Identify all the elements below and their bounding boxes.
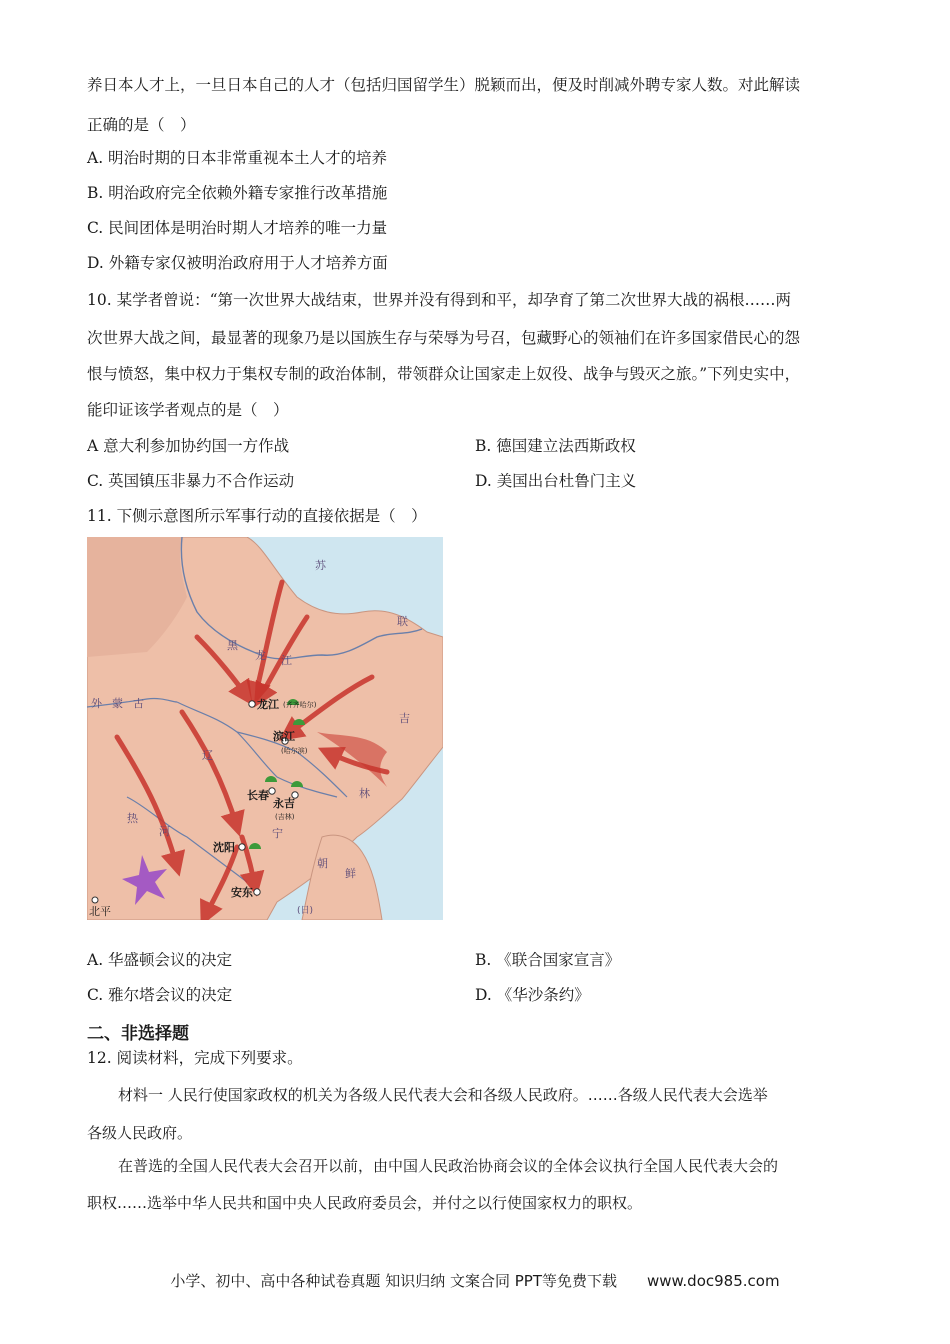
material1-line1: 材料一 人民行使国家政权的机关为各级人民代表大会和各级人民政府。……各级人民代表大会选举 (118, 1086, 768, 1104)
material1-p2-line1: 在普选的全国人民代表大会召开以前，由中国人民政治协商会议的全体会议执行全国人民代表大会的 (118, 1157, 779, 1175)
label-shenyang: 沈阳 (213, 841, 235, 854)
q11-option-b: B. 《联合国家宣言》 (475, 951, 621, 969)
q10-option-a: A 意大利参加协约国一方作战 (87, 437, 290, 455)
q10-option-c: C. 英国镇压非暴力不合作运动 (87, 472, 295, 490)
label-ji: 吉 (399, 712, 410, 725)
city-dot-changchun (269, 788, 275, 794)
label-ning: 宁 (272, 827, 283, 840)
label-he: 河 (159, 825, 170, 838)
label-xian: 鲜 (345, 867, 356, 880)
label-long: 龙 (255, 649, 266, 662)
label-jilin: (吉林) (275, 813, 295, 821)
label-lian: 联 (397, 615, 408, 628)
q11-option-a: A. 华盛顿会议的决定 (87, 951, 233, 969)
label-ri: (日) (297, 906, 314, 916)
label-binjiang: 滨江 (273, 730, 295, 743)
material1-line2: 各级人民政府。 (87, 1124, 193, 1142)
q11-stem: 11. 下侧示意图所示军事行动的直接依据是（ ） (87, 507, 427, 525)
q10-stem-line3: 恨与愤怒，集中权力于集权专制的政治体制，带领群众让国家走上奴役、战争与毁灭之旅。”下列史实中， (87, 365, 801, 383)
military-map (87, 537, 443, 920)
q10-stem-line1: 10. 某学者曾说：“第一次世界大战结束，世界并没有得到和平，却孕育了第二次世界大战的祸根……两 (87, 291, 792, 309)
q10-stem-line2: 次世界大战之间，最显著的现象乃是以国族生存与荣辱为号召，包藏野心的领袖们在许多国家借民心的怨 (87, 329, 801, 347)
city-dot-shenyang (239, 844, 245, 850)
q11-option-c: C. 雅尔塔会议的决定 (87, 986, 233, 1004)
label-liao: 辽 (202, 749, 213, 762)
label-hei: 黑 (227, 639, 238, 652)
footer: 小学、初中、高中各种试卷真题 知识归纳 文案合同 PPT等免费下载 www.doc985.com (170, 1272, 780, 1290)
label-re: 热 (127, 812, 138, 825)
label-chao: 朝 (317, 857, 328, 870)
q11-option-d: D. 《华沙条约》 (475, 986, 590, 1004)
label-beiping: 北平 (89, 905, 111, 918)
q9-option-b: B. 明治政府完全依赖外籍专家推行改革措施 (87, 184, 388, 202)
q10-stem-line4: 能印证该学者观点的是（ ） (87, 401, 289, 419)
q12-stem: 12. 阅读材料，完成下列要求。 (87, 1049, 303, 1067)
label-changchun: 长春 (247, 789, 269, 802)
label-haerbin: (哈尔滨) (281, 747, 308, 755)
label-lin: 林 (359, 787, 370, 800)
q9-option-c: C. 民间团体是明治时期人才培养的唯一力量 (87, 219, 388, 237)
label-jiang: 江 (281, 654, 292, 667)
label-waimeng: 外蒙古 (91, 697, 154, 710)
label-andong: 安东 (231, 886, 253, 899)
label-qiqihaer: (齐齐哈尔) (283, 701, 317, 709)
label-su: 苏 (315, 559, 326, 572)
q9-option-a: A. 明治时期的日本非常重视本土人才的培养 (87, 149, 388, 167)
q9-stem-line1: 养日本人才上，一旦日本自己的人才（包括归国留学生）脱颖而出，便及时削减外聘专家人数。对此解读 (87, 76, 801, 94)
section-title: 二、非选择题 (87, 1024, 189, 1044)
q9-stem-line2: 正确的是（ ） (87, 116, 196, 134)
city-dot-longjiang (249, 701, 255, 707)
material1-p2-line2: 职权……选举中华人民共和国中央人民政府委员会，并付之以行使国家权力的职权。 (87, 1194, 643, 1212)
q9-option-d: D. 外籍专家仅被明治政府用于人才培养方面 (87, 254, 388, 272)
city-dot-andong (254, 889, 260, 895)
q10-option-d: D. 美国出台杜鲁门主义 (475, 472, 637, 490)
city-dot-beiping (92, 897, 98, 903)
label-longjiang: 龙江 (257, 698, 279, 711)
label-yongji: 永吉 (273, 797, 295, 810)
q10-option-b: B. 德国建立法西斯政权 (475, 437, 636, 455)
